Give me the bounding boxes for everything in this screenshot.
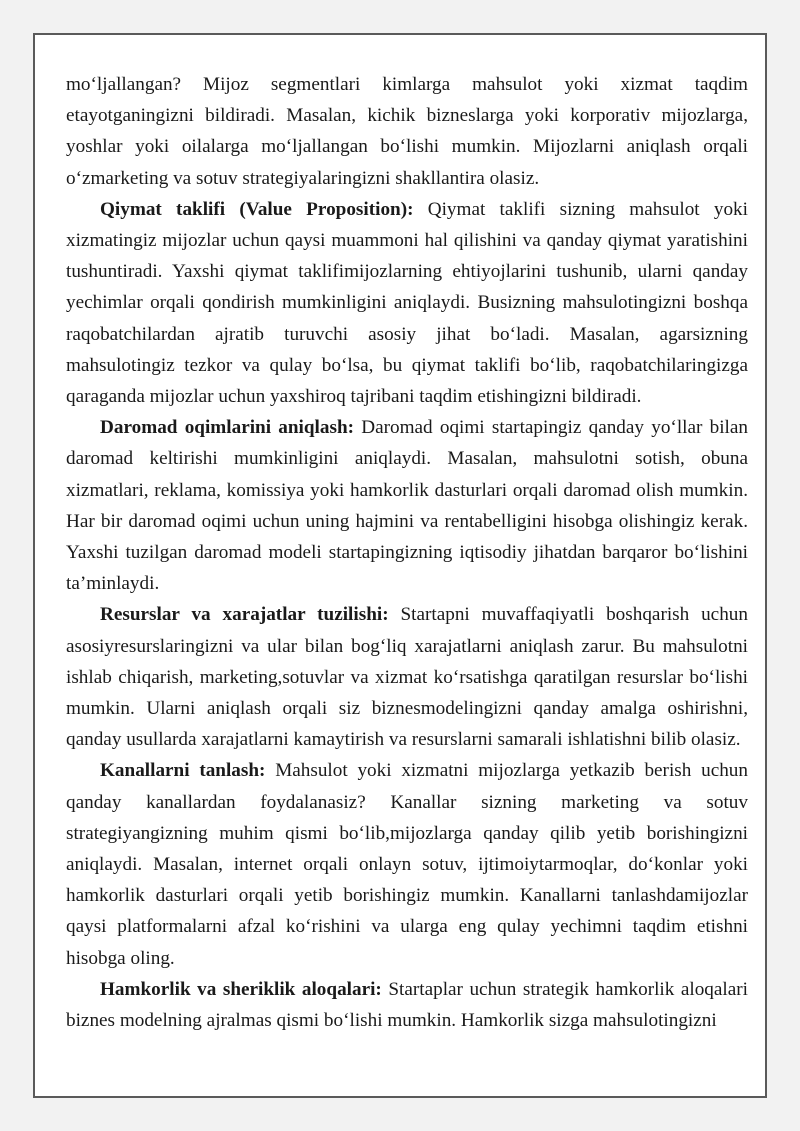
- paragraph-resurslar-xarajatlar: [66, 599, 748, 755]
- paragraph-lead: Daromad oqimlarini aniqlash:: [100, 417, 354, 439]
- paragraph-text: Startapni muvaffaqiyatli boshqarish uchun asosiyresurslaringizni va ular bilan bog‘liq xarajatlarni aniqlash zarur. Bu mahsulotni ishlab chiqarish, marketing,sotuvlar va xizmat ko‘rsatishga qaratilgan resurslar bo‘lishi mumkin. Ularni aniqlash orqali siz biznesmodelingizni qanday amalga oshirishni, qanday usullarda xarajatlarni kamaytirish va resurslarni samarali ishlatishni bilib olasiz.: [66, 604, 748, 751]
- paragraph-mijoz-segmentlari: [66, 69, 748, 194]
- paragraph-lead: Kanallarni tanlash:: [100, 760, 266, 782]
- paragraph-text: Startaplar uchun strategik hamkorlik aloqalari biznes modelning ajralmas qismi bo‘lishi mumkin. Hamkorlik sizga mahsulotingizni: [66, 978, 748, 1032]
- paragraph-kanallarni-tanlash: [66, 755, 748, 973]
- paragraph-text: Daromad oqimi startapingiz qanday yo‘llar bilan daromad keltirishi mumkinligini aniqlaydi. Masalan, mahsulotni sotish, obuna xizmatlari, reklama, komissiya yoki hamkorlik dasturlari orqali daromad olish mumkin. Har bir daromad oqimi uchun uning hajmini va rentabelligini hisobga olishingiz kerak. Yaxshi tuzilgan daromad modeli startapingizning iqtisodiy jihatdan barqaror bo‘lishini ta’minlaydi.: [66, 417, 748, 595]
- paragraph-lead: Resurslar va xarajatlar tuzilishi:: [100, 604, 389, 626]
- paragraph-qiymat-taklifi: [66, 194, 748, 412]
- paragraph-text: mo‘ljallangan? Mijoz segmentlari kimlarga mahsulot yoki xizmat taqdim etayotganingizni bildiradi. Masalan, kichik bizneslarga yoki korporativ mijozlarga, yoshlar yoki oilalarga mo‘ljallangan bo‘lishi mumkin. Mijozlarni aniqlash orqali o‘zmarketing va sotuv strategiyalaringizni shakllantira olasiz.: [66, 74, 748, 189]
- document-page: [33, 33, 767, 1098]
- paragraph-lead: Qiymat taklifi (Value Proposition):: [100, 198, 414, 220]
- paragraph-lead: Hamkorlik va sheriklik aloqalari:: [100, 978, 382, 1000]
- paragraph-hamkorlik-sheriklik: [66, 974, 748, 1036]
- paragraph-text: Mahsulot yoki xizmatni mijozlarga yetkazib berish uchun qanday kanallardan foydalanasiz? Kanallar sizning marketing va sotuv strategiyangizning muhim qismi bo‘lib,mijozlarga qanday qilib yetib borishingizni aniqlaydi. Masalan, internet orqali onlayn sotuv, ijtimoiytarmoqlar, do‘konlar yoki hamkorlik dasturlari orqali yetib borishingiz mumkin. Kanallarni tanlashdamijozlar qaysi platformalarni afzal ko‘rishini va ularga eng qulay yechimni taqdim etishni hisobga oling.: [66, 760, 748, 969]
- paragraph-daromad-oqimlari: [66, 412, 748, 599]
- paragraph-text: Qiymat taklifi sizning mahsulot yoki xizmatingiz mijozlar uchun qaysi muammoni hal qilishini va qanday qiymat yaratishini tushuntiradi. Yaxshi qiymat taklifimijozlarning ehtiyojlarini tushunib, ularni qanday yechimlar orqali qondirish mumkinligini aniqlaydi. Busizning mahsulotingizni boshqa raqobatchilardan ajratib turuvchi asosiy jihat bo‘ladi. Masalan, agarsizning mahsulotingiz tezkor va qulay bo‘lsa, bu qiymat taklifi bo‘lib, raqobatchilaringizga qaraganda mijozlar uchun yaxshiroq tajribani taqdim etishingizni bildiradi.: [66, 198, 748, 408]
- document-text-body: [66, 69, 748, 1036]
